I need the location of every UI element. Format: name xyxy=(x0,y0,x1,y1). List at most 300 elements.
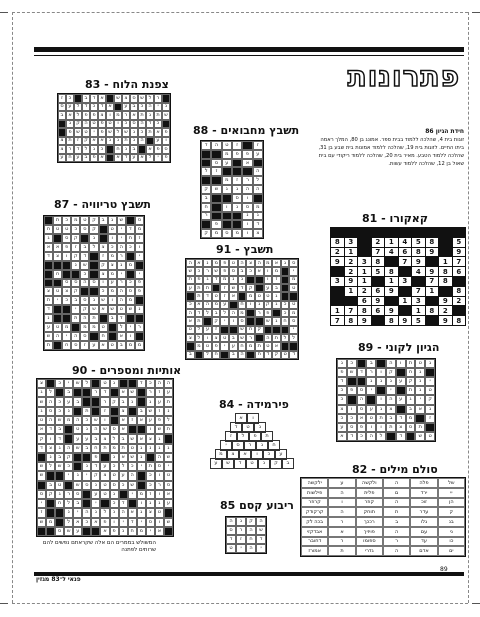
grid-cell: ש xyxy=(126,305,135,314)
grid-cell: פ xyxy=(220,267,229,275)
grid-cell: ט xyxy=(366,414,376,423)
grid-cell: נ xyxy=(91,481,100,490)
kakuro-cell: 9 xyxy=(331,257,344,266)
kakuro-cell: 5 xyxy=(372,267,385,276)
grid-cell: מ xyxy=(289,276,298,284)
grid-cell: י xyxy=(90,128,98,137)
grid-cell: י xyxy=(154,103,162,112)
grid-cell: י xyxy=(220,317,229,325)
grid-cell: א xyxy=(98,137,106,146)
grid-cell: ש xyxy=(264,317,273,325)
grid-cell xyxy=(425,423,435,432)
grid-cell: א xyxy=(229,292,238,300)
grid-cell: ג xyxy=(272,292,281,300)
grid-cell: ו xyxy=(242,194,252,203)
grid-cell: ע xyxy=(58,154,66,163)
kakuro-cell xyxy=(399,228,412,237)
grid-cell: ש xyxy=(212,267,221,275)
grid-cell: י xyxy=(71,305,80,314)
grid-cell: ג xyxy=(232,185,242,194)
grid-cell xyxy=(128,379,137,388)
grid-cell: ס xyxy=(130,120,138,129)
grid-cell: פ xyxy=(100,518,109,527)
grid-cell: ס xyxy=(164,481,173,490)
grid-cell: מ xyxy=(110,444,119,453)
pyramid-cell: ו xyxy=(247,413,259,424)
grid-cell: ו xyxy=(99,279,108,288)
grid-cell: מ xyxy=(406,414,416,423)
grid-cell: פ xyxy=(264,309,273,317)
grid-cell xyxy=(229,326,238,334)
title-p85: ריבוע קסם 85 xyxy=(220,499,294,512)
grid-cell: פ xyxy=(242,150,252,159)
grid-cell: א xyxy=(138,154,146,163)
grid-cell xyxy=(89,261,98,270)
kakuro-cell: 9 xyxy=(372,297,385,306)
grid-cell: ב xyxy=(58,111,66,120)
grid-cell xyxy=(80,287,89,296)
grid-cell: כ xyxy=(154,120,162,129)
kakuro-cell: 9 xyxy=(439,316,452,325)
header-rule-thin xyxy=(34,55,464,56)
kakuro-cell: 1 xyxy=(331,306,344,315)
grid-cell: ו xyxy=(376,395,386,404)
grid-cell xyxy=(415,414,425,423)
grid-cell: ל xyxy=(289,334,298,342)
word-ladder-cell: כו xyxy=(438,537,465,547)
grid-cell: ס xyxy=(82,481,91,490)
grid-cell xyxy=(186,292,195,300)
grid-cell: ש xyxy=(122,128,130,137)
grid-cell xyxy=(58,128,66,137)
grid-cell: ג xyxy=(89,296,98,305)
kakuro-cell xyxy=(453,277,466,286)
grid-cell: ו xyxy=(264,267,273,275)
grid-cell: ס xyxy=(73,490,82,499)
grid-cell: ע xyxy=(253,150,263,159)
grid-cell: ק xyxy=(82,137,90,146)
grid-cell: ת xyxy=(386,423,396,432)
grid-cell: ת xyxy=(376,414,386,423)
pyramid-cell: ב xyxy=(282,458,294,469)
grid-cell: ה xyxy=(203,301,212,309)
grid-cell: ל xyxy=(203,309,212,317)
word-ladder-cell: עם xyxy=(410,527,437,537)
title-p91: תשבץ - 91 xyxy=(216,243,274,256)
grid-cell: ד xyxy=(37,444,46,453)
grid-cell: נ xyxy=(135,305,144,314)
grid-cell: ט xyxy=(82,128,90,137)
word-ladder-cell: אבדקזי xyxy=(301,527,328,537)
grid-cell: ד xyxy=(212,276,221,284)
grid-cell: ה xyxy=(138,120,146,129)
kakuro-cell: 9 xyxy=(412,257,425,266)
grid-cell: ש xyxy=(74,128,82,137)
grid-cell: ה xyxy=(366,432,376,441)
pyramid-cell: ג xyxy=(256,440,268,451)
grid-cell: ו xyxy=(135,243,144,252)
kakuro-cell xyxy=(385,297,398,306)
grid-cell: ג xyxy=(253,212,263,221)
kakuro-cell: 6 xyxy=(372,306,385,315)
grid-cell: ג xyxy=(130,128,138,137)
kakuro-cell xyxy=(412,277,425,286)
grid-cell: ג xyxy=(110,453,119,462)
grid-cell xyxy=(44,261,53,270)
kakuro-cell: 4 xyxy=(385,248,398,257)
pyramid-cell: ט xyxy=(246,458,258,469)
grid-cell xyxy=(211,212,221,221)
grid-cell: ת xyxy=(164,425,173,434)
grid-cell: ח xyxy=(238,301,247,309)
grid-p83 xyxy=(57,93,171,163)
grid-cell: ל xyxy=(46,388,55,397)
grid-cell: א xyxy=(114,154,122,163)
grid-cell: ת xyxy=(146,462,155,471)
pyramid-cell: ר xyxy=(244,440,256,451)
kakuro-cell xyxy=(372,316,385,325)
grid-cell: צ xyxy=(119,407,128,416)
grid-cell: א xyxy=(53,243,62,252)
grid-cell: ש xyxy=(64,527,73,536)
grid-cell: מ xyxy=(246,342,255,350)
grid-cell: ת xyxy=(44,341,53,350)
grid-cell xyxy=(232,159,242,168)
page-title: פתרונות xyxy=(347,60,460,93)
grid-cell: נ xyxy=(122,145,130,154)
kakuro-cell xyxy=(358,238,371,247)
pyramid-cell: ל xyxy=(237,431,249,442)
grid-cell: ט xyxy=(203,342,212,350)
kakuro-cell: 3 xyxy=(331,277,344,286)
grid-cell: ט xyxy=(281,351,290,359)
grid-cell: ו xyxy=(203,334,212,342)
grid-cell: ז xyxy=(253,141,263,150)
grid-cell: ט xyxy=(255,292,264,300)
grid-cell: י xyxy=(82,471,91,480)
grid-cell: א xyxy=(44,243,53,252)
grid-cell xyxy=(82,490,91,499)
grid-cell: א xyxy=(73,518,82,527)
grid-cell xyxy=(201,176,211,185)
grid-cell: ב xyxy=(201,194,211,203)
grid-cell: ה xyxy=(211,141,221,150)
grid-cell: ב xyxy=(64,388,73,397)
grid-cell xyxy=(137,388,146,397)
grid-cell: ע xyxy=(74,154,82,163)
grid-cell xyxy=(91,527,100,536)
grid-cell: פ xyxy=(90,111,98,120)
grid-cell: ה xyxy=(73,416,82,425)
grid-cell xyxy=(366,395,376,404)
grid-cell: ז xyxy=(212,326,221,334)
kakuro-cell: 6 xyxy=(372,287,385,296)
grid-cell xyxy=(222,220,232,229)
grid-cell: ק xyxy=(89,216,98,225)
grid-cell: א xyxy=(155,527,164,536)
grid-cell: א xyxy=(130,111,138,120)
grid-cell: ה xyxy=(64,444,73,453)
grid-cell: ס xyxy=(289,317,298,325)
pyramid-cell: ט xyxy=(242,422,254,433)
grid-cell: ק xyxy=(110,397,119,406)
kakuro-cell: 9 xyxy=(345,277,358,286)
grid-cell: ז xyxy=(58,94,66,103)
grid-cell: ז xyxy=(128,416,137,425)
grid-cell xyxy=(211,203,221,212)
grid-cell xyxy=(89,287,98,296)
grid-cell: ו xyxy=(162,137,170,146)
kakuro-cell: 9 xyxy=(453,248,466,257)
grid-cell: ט xyxy=(55,481,64,490)
grid-cell: ק xyxy=(71,287,80,296)
grid-cell: נ xyxy=(242,212,252,221)
kakuro-cell: 6 xyxy=(358,297,371,306)
grid-cell: ג xyxy=(37,407,46,416)
grid-cell: כ xyxy=(55,407,64,416)
grid-cell: ר xyxy=(246,334,255,342)
grid-cell: ט xyxy=(164,471,173,480)
kakuro-cell xyxy=(331,267,344,276)
kakuro-cell: 3 xyxy=(399,277,412,286)
grid-cell: ק xyxy=(71,234,80,243)
grid-cell: כ xyxy=(82,416,91,425)
grid-cell: כ xyxy=(119,481,128,490)
grid-cell: ג xyxy=(37,388,46,397)
kakuro-cell: 7 xyxy=(453,257,466,266)
grid-cell: מ xyxy=(246,292,255,300)
grid-cell: ג xyxy=(146,397,155,406)
grid-cell: ב xyxy=(212,309,221,317)
kakuro-cell: 1 xyxy=(399,297,412,306)
kakuro-cell: 4 xyxy=(412,267,425,276)
grid-cell: ג xyxy=(114,137,122,146)
grid-cell: נ xyxy=(229,276,238,284)
grid-cell: ע xyxy=(73,527,82,536)
grid-cell: כ xyxy=(126,279,135,288)
grid-cell: ג xyxy=(110,490,119,499)
grid-cell: ל xyxy=(74,111,82,120)
grid-cell: מ xyxy=(137,490,146,499)
grid-cell: ע xyxy=(155,397,164,406)
grid-cell: ע xyxy=(73,434,82,443)
grid-cell: ב xyxy=(117,341,126,350)
grid-cell: ה xyxy=(253,167,263,176)
kakuro-cell: 5 xyxy=(453,238,466,247)
kakuro-cell: 8 xyxy=(358,306,371,315)
pyramid-cell: ד xyxy=(234,458,246,469)
grid-cell: ק xyxy=(91,471,100,480)
grid-cell: א xyxy=(119,388,128,397)
grid-cell xyxy=(264,326,273,334)
grid-cell: ע xyxy=(100,462,109,471)
grid-cell: ו xyxy=(155,471,164,480)
grid-cell: צ xyxy=(37,379,46,388)
grid-cell: ע xyxy=(264,284,273,292)
grid-cell: ז xyxy=(74,137,82,146)
pyramid-cell: י xyxy=(220,440,232,451)
grid-cell: ר xyxy=(155,481,164,490)
grid-cell: ש xyxy=(128,481,137,490)
grid-cell: י xyxy=(137,462,146,471)
grid-cell: כ xyxy=(357,432,367,441)
grid-cell xyxy=(53,341,62,350)
pyramid-cell: ד xyxy=(230,422,242,433)
grid-cell: ד xyxy=(98,103,106,112)
grid-cell: ב xyxy=(119,397,128,406)
grid-cell: א xyxy=(272,342,281,350)
grid-cell: י xyxy=(119,518,128,527)
grid-cell: ס xyxy=(37,490,46,499)
kakuro-cell: 8 xyxy=(453,316,466,325)
grid-cell xyxy=(347,377,357,386)
grid-cell xyxy=(281,292,290,300)
grid-cell: ל xyxy=(376,432,386,441)
grid-cell xyxy=(222,194,232,203)
grid-cell: ע xyxy=(89,341,98,350)
grid-cell: ט xyxy=(100,379,109,388)
grid-cell: א xyxy=(98,154,106,163)
grid-cell xyxy=(222,212,232,221)
grid-cell: ג xyxy=(415,386,425,395)
grid-cell: ר xyxy=(117,252,126,261)
grid-cell: ש xyxy=(256,526,266,535)
grid-cell: ת xyxy=(195,317,204,325)
grid-cell: ו xyxy=(242,229,252,238)
word-ladder-cell: פלית xyxy=(356,488,383,498)
grid-cell xyxy=(357,359,367,368)
grid-cell: ש xyxy=(44,332,53,341)
grid-cell: ג xyxy=(222,185,232,194)
grid-cell xyxy=(89,252,98,261)
grid-cell: פ xyxy=(66,128,74,137)
grid-cell xyxy=(55,508,64,517)
word-ladder-cell: ה xyxy=(383,527,410,537)
grid-cell: ב xyxy=(55,453,64,462)
grid-cell: ת xyxy=(195,284,204,292)
kakuro-cell xyxy=(439,248,452,257)
grid-cell: ת xyxy=(415,423,425,432)
grid-cell: ח xyxy=(281,317,290,325)
grid-cell: ז xyxy=(155,407,164,416)
grid-cell: פ xyxy=(91,453,100,462)
grid-cell xyxy=(386,432,396,441)
grid-cell: ס xyxy=(80,225,89,234)
word-ladder-cell: גדרי xyxy=(356,546,383,556)
grid-cell: כ xyxy=(195,267,204,275)
grid-cell: מ xyxy=(135,341,144,350)
grid-cell xyxy=(238,292,247,300)
grid-cell: ב xyxy=(82,154,90,163)
grid-cell: ב xyxy=(46,481,55,490)
grid-cell: ו xyxy=(108,296,117,305)
grid-cell: ה xyxy=(246,526,256,535)
grid-cell xyxy=(46,527,55,536)
grid-cell: ס xyxy=(130,94,138,103)
grid-cell: ק xyxy=(246,517,256,526)
grid-cell: ג xyxy=(155,434,164,443)
word-ladder-cell: ילקשה xyxy=(301,478,328,488)
kakuro-cell: 9 xyxy=(426,267,439,276)
word-ladder-cell: ולקשה xyxy=(356,478,383,488)
grid-cell: פ xyxy=(135,279,144,288)
grid-cell xyxy=(106,154,114,163)
grid-cell: י xyxy=(126,323,135,332)
word-ladder-cell: הן xyxy=(438,498,465,508)
grid-cell: כ xyxy=(98,145,106,154)
grid-cell xyxy=(106,145,114,154)
grid-cell: ח xyxy=(128,527,137,536)
grid-cell: כ xyxy=(108,243,117,252)
grid-cell: ע xyxy=(91,490,100,499)
grid-cell: ק xyxy=(246,284,255,292)
kakuro-cell: 8 xyxy=(426,238,439,247)
grid-cell: ט xyxy=(100,490,109,499)
grid-cell: ה xyxy=(138,137,146,146)
grid-cell: ק xyxy=(46,490,55,499)
grid-cell: ר xyxy=(255,309,264,317)
grid-cell: ה xyxy=(46,416,55,425)
grid-cell: ט xyxy=(53,323,62,332)
grid-cell: א xyxy=(146,145,154,154)
grid-cell: ט xyxy=(425,432,435,441)
grid-cell: ט xyxy=(99,323,108,332)
grid-cell: כ xyxy=(281,301,290,309)
kakuro-cell: 9 xyxy=(439,297,452,306)
grid-cell: ט xyxy=(415,359,425,368)
title-p90: אותיות ומספרים - 90 xyxy=(72,364,182,377)
grid-cell: ש xyxy=(100,425,109,434)
grid-cell: ש xyxy=(37,462,46,471)
grid-cell: מ xyxy=(220,276,229,284)
grid-cell: מ xyxy=(135,225,144,234)
grid-cell: ל xyxy=(281,334,290,342)
grid-cell: כ xyxy=(126,243,135,252)
grid-cell: צ xyxy=(98,111,106,120)
grid-cell: ל xyxy=(195,334,204,342)
grid-cell: ס xyxy=(89,279,98,288)
grid-cell: צ xyxy=(146,508,155,517)
grid-cell: י xyxy=(53,296,62,305)
grid-cell: ר xyxy=(154,94,162,103)
word-ladder-cell: ב xyxy=(383,517,410,527)
grid-cell: מ xyxy=(89,323,98,332)
grid-cell: ה xyxy=(186,309,195,317)
grid-cell xyxy=(212,284,221,292)
grid-cell xyxy=(203,317,212,325)
grid-cell: ט xyxy=(155,508,164,517)
grid-cell: ש xyxy=(117,216,126,225)
grid-cell: י xyxy=(289,267,298,275)
grid-cell: ע xyxy=(222,159,232,168)
grid-cell: כ xyxy=(337,414,347,423)
grid-cell: ג xyxy=(89,234,98,243)
grid-cell: ה xyxy=(226,517,236,526)
grid-cell: ק xyxy=(386,368,396,377)
grid-cell xyxy=(108,323,117,332)
logic-heading: חידת הגיון 86 xyxy=(425,128,464,135)
grid-cell: ג xyxy=(90,145,98,154)
logic-text: זוגות בית 4, שהלכה ללמוד בבית ספר. אמונג בן 80, המלך ראמה ביתו החיים. לזוגות בית 19, שהלכה ללמוד אמונות בית שבע בן 31, שהלכה ללמוד הטבע. מאיר בית 20, שהלכה ללמוד ריקודי עם בית שאול בן 12, שהלכה ללמוד עשות. xyxy=(318,137,464,167)
grid-cell: ש xyxy=(211,185,221,194)
grid-cell: ס xyxy=(80,332,89,341)
grid-cell xyxy=(137,425,146,434)
grid-cell: ד xyxy=(289,351,298,359)
grid-cell: ק xyxy=(99,261,108,270)
grid-cell: ב xyxy=(108,314,117,323)
grid-cell: ע xyxy=(220,301,229,309)
grid-cell xyxy=(62,305,71,314)
